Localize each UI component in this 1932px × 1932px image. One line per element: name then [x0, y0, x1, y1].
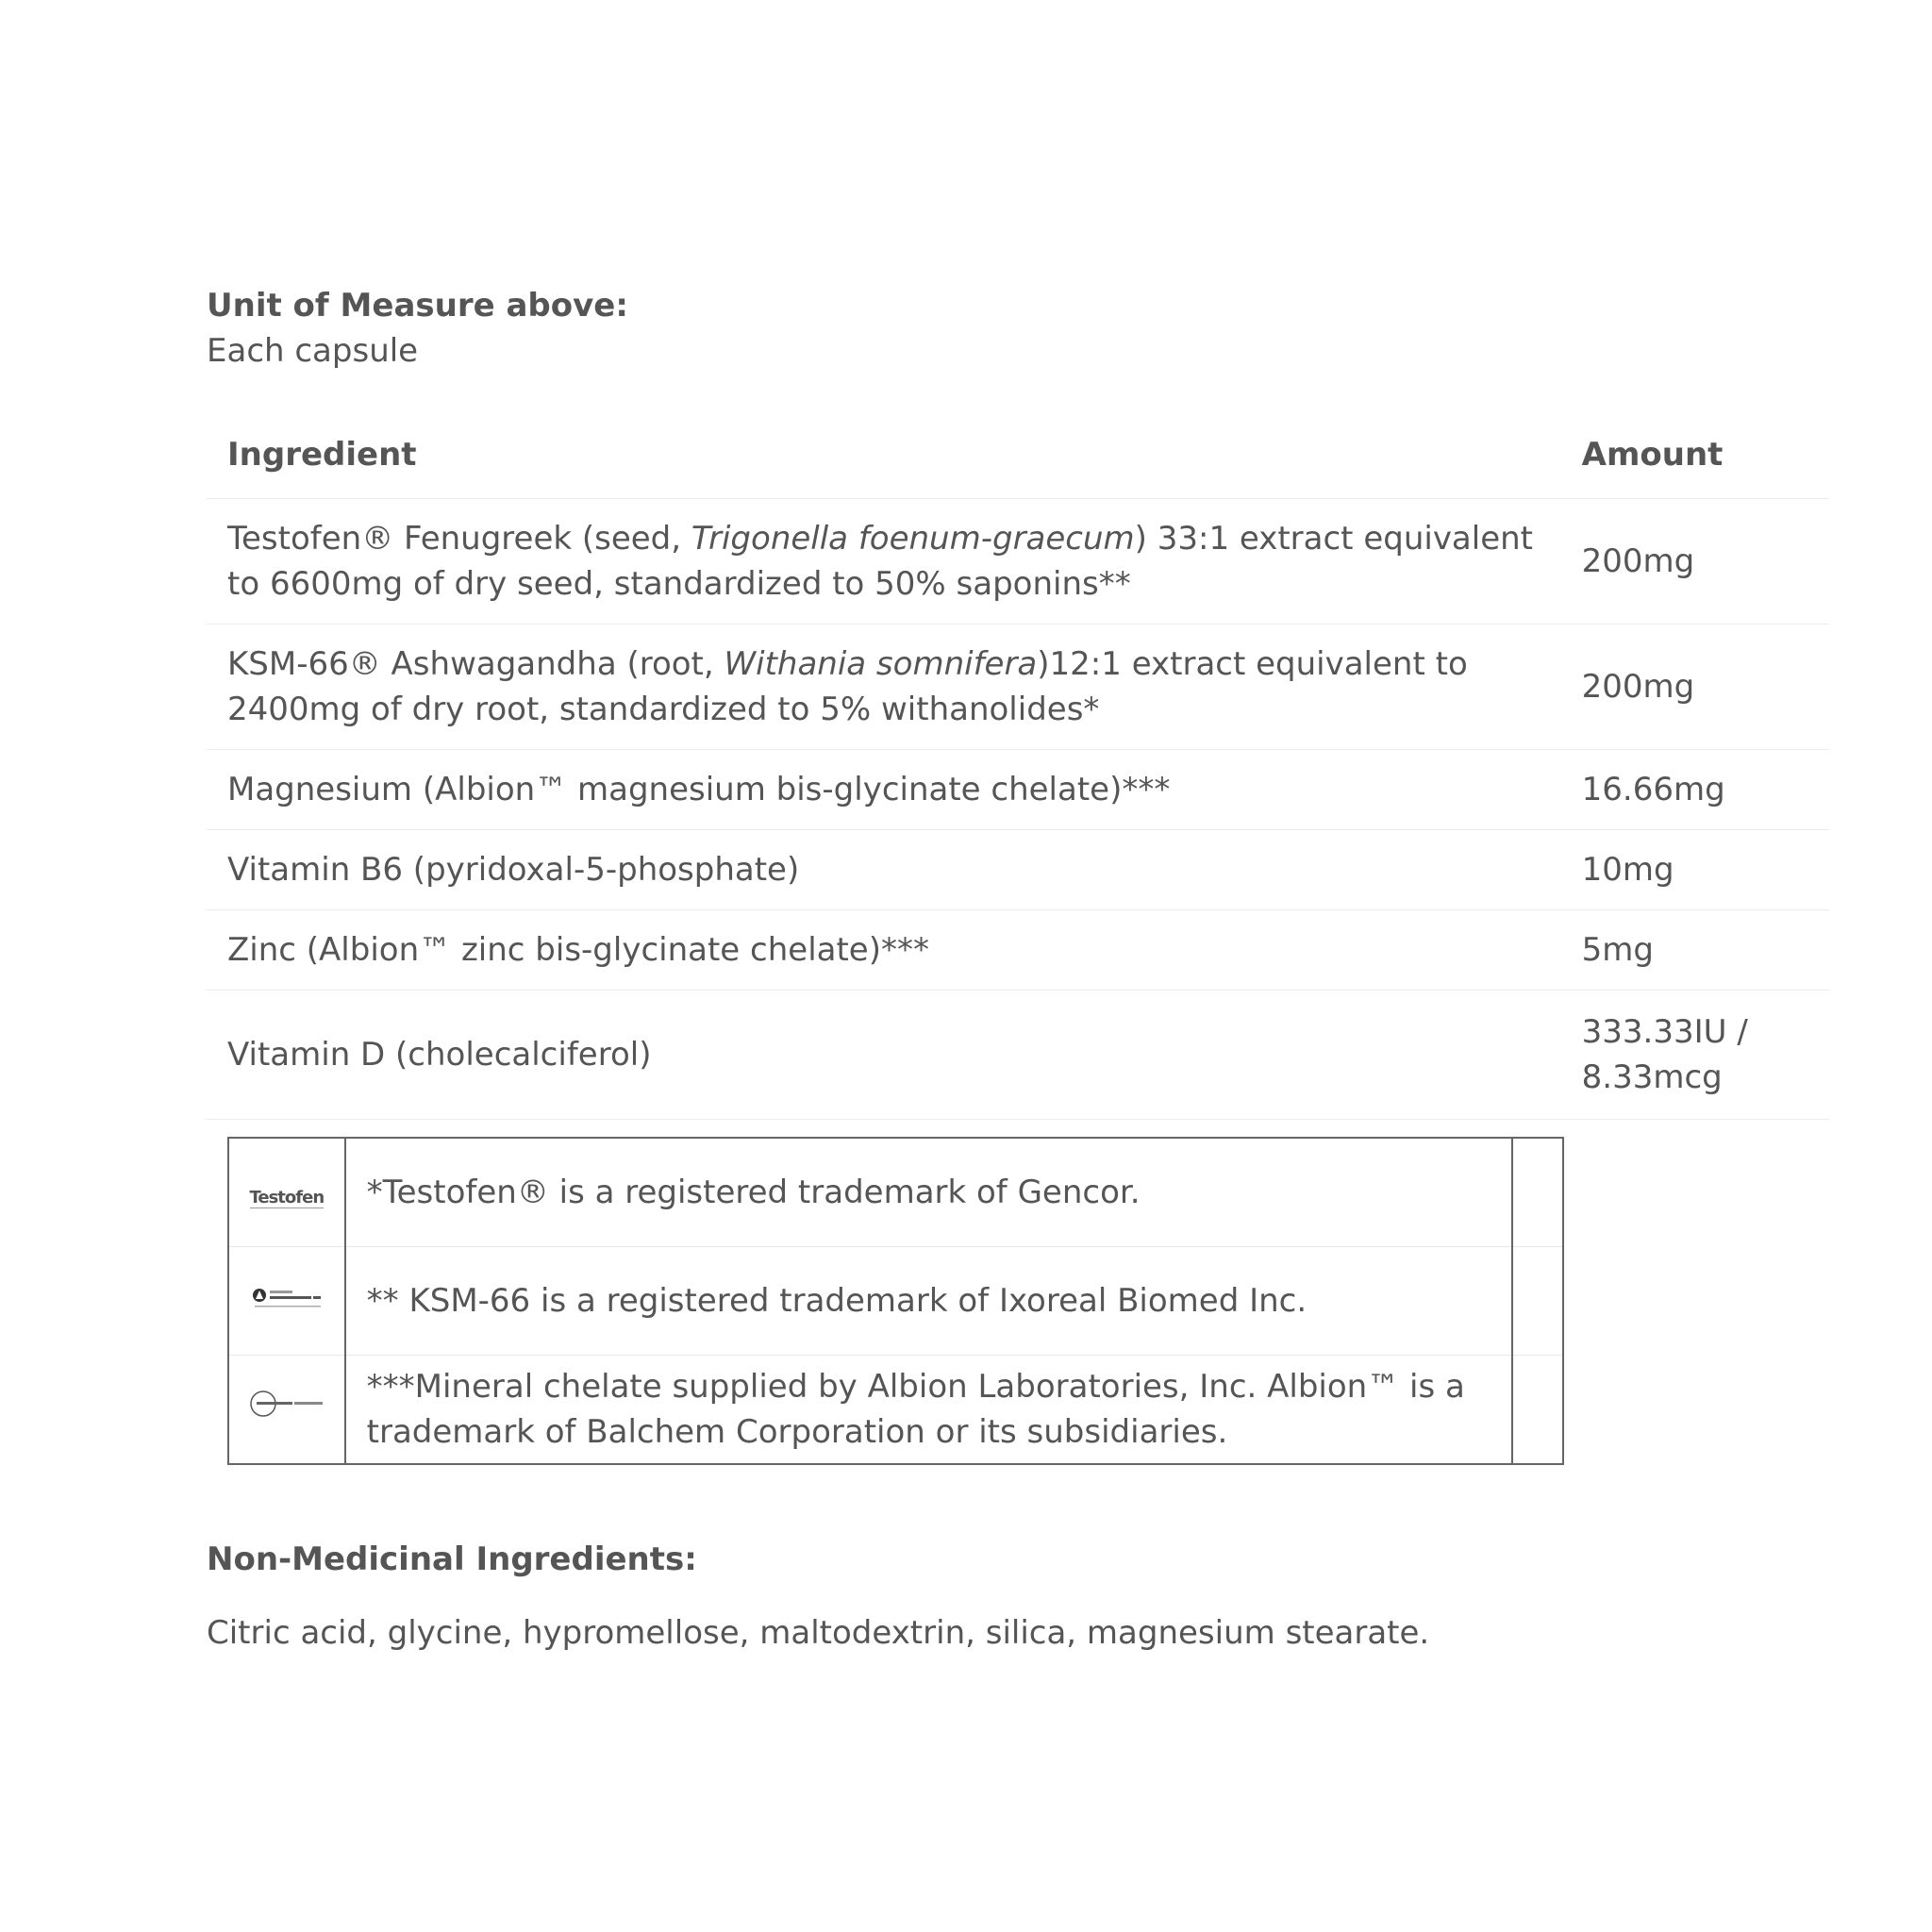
- latin-name: Withania somnifera: [724, 645, 1038, 683]
- trademark-text: ** KSM-66 is a registered trademark of Ixoreal Biomed Inc.: [345, 1247, 1513, 1356]
- ingredient-header: Ingredient: [207, 419, 1561, 499]
- logo-cell: [228, 1138, 345, 1247]
- trademark-text: *Testofen® is a registered trademark of Gencor.: [345, 1138, 1513, 1247]
- ingredient-name-part: )12:1 extract equivalent to 2400mg of dry root, standardized to 5% withanolides*: [227, 645, 1468, 728]
- table-header-row: [207, 419, 1829, 499]
- ingredient-name-part: KSM-66® Ashwagandha (root,: [227, 645, 724, 683]
- trademark-row: [228, 1138, 1563, 1247]
- ingredient-name: Vitamin B6 (pyridoxal-5-phosphate): [207, 830, 1561, 910]
- non-medicinal-heading: Non-Medicinal Ingredients:: [207, 1541, 697, 1578]
- ingredient-name: Vitamin D (cholecalciferol): [207, 991, 1561, 1120]
- ingredient-amount: 10mg: [1561, 830, 1829, 910]
- ingredient-name: Zinc (Albion™ zinc bis-glycinate chelate)***: [207, 910, 1561, 991]
- non-medicinal-value: Citric acid, glycine, hypromellose, maltodextrin, silica, magnesium stearate.: [207, 1614, 1430, 1652]
- ingredient-name: [207, 499, 1561, 625]
- table-row: [207, 830, 1829, 910]
- ingredient-name-part: ) 33:1 extract equivalent to 6600mg of dry seed, standardized to 50% saponins**: [227, 520, 1534, 603]
- trademark-row: [228, 1247, 1563, 1356]
- ingredients-table: [207, 419, 1829, 1120]
- logo-cell: [228, 1247, 345, 1356]
- ingredient-name-part: Testofen® Fenugreek (seed,: [227, 520, 691, 558]
- ingredient-amount: 333.33IU / 8.33mcg: [1561, 991, 1829, 1120]
- amount-header: Amount: [1561, 419, 1829, 499]
- trademark-empty-cell: [1512, 1356, 1563, 1465]
- albion-minerals-logo-icon: [249, 1387, 325, 1421]
- table-row: [207, 499, 1829, 625]
- trademarks-table: [227, 1137, 1564, 1465]
- ingredient-name: Magnesium (Albion™ magnesium bis-glycinate chelate)***: [207, 750, 1561, 830]
- testofen-logo-icon: Testofen: [249, 1188, 325, 1208]
- trademark-empty-cell: [1512, 1138, 1563, 1247]
- table-row: [207, 910, 1829, 991]
- unit-of-measure-value: Each capsule: [207, 332, 419, 370]
- unit-of-measure-heading: Unit of Measure above:: [207, 287, 628, 325]
- ksm66-logo-icon: [251, 1285, 323, 1311]
- trademark-text: ***Mineral chelate supplied by Albion Laboratories, Inc. Albion™ is a trademark of Balchem Corporation or its subsidiaries.: [345, 1356, 1513, 1465]
- trademark-row: [228, 1356, 1563, 1465]
- ingredient-amount: 16.66mg: [1561, 750, 1829, 830]
- ingredient-amount: 5mg: [1561, 910, 1829, 991]
- ingredient-amount: 200mg: [1561, 625, 1829, 750]
- table-row: [207, 750, 1829, 830]
- product-info: [207, 283, 1829, 1656]
- table-row: [207, 625, 1829, 750]
- latin-name: Trigonella foenum-graecum: [691, 520, 1135, 558]
- ingredient-amount: 200mg: [1561, 499, 1829, 625]
- table-row: [207, 991, 1829, 1120]
- trademark-empty-cell: [1512, 1247, 1563, 1356]
- logo-cell: [228, 1356, 345, 1465]
- ingredient-name: [207, 625, 1561, 750]
